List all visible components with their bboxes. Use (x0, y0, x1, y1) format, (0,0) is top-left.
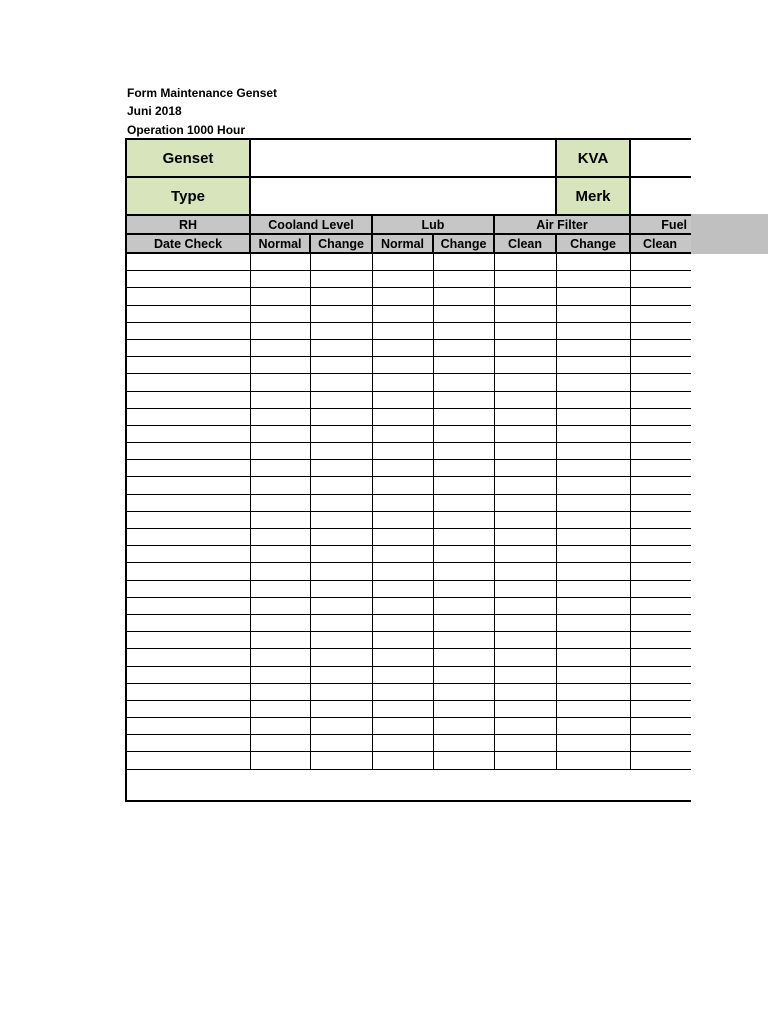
table-cell[interactable] (631, 597, 692, 614)
genset-value-cell[interactable] (249, 138, 557, 178)
table-cell[interactable] (557, 597, 631, 614)
table-cell[interactable] (495, 271, 557, 288)
table-cell[interactable] (311, 683, 373, 700)
table-cell[interactable] (126, 580, 251, 597)
table-cell[interactable] (434, 649, 495, 666)
table-cell[interactable] (557, 683, 631, 700)
table-cell[interactable] (495, 374, 557, 391)
table-cell[interactable] (311, 460, 373, 477)
table-cell[interactable] (311, 254, 373, 271)
header-lub-normal: Normal (371, 233, 434, 254)
table-cell[interactable] (373, 683, 434, 700)
table-cell[interactable] (631, 511, 692, 528)
table-cell[interactable] (126, 546, 251, 563)
table-cell[interactable] (251, 460, 311, 477)
table-cell[interactable] (557, 305, 631, 322)
table-cell[interactable] (251, 408, 311, 425)
table-cell[interactable] (311, 752, 373, 769)
table-cell[interactable] (495, 443, 557, 460)
table-cell[interactable] (373, 752, 434, 769)
table-cell[interactable] (373, 391, 434, 408)
table-cell[interactable] (631, 546, 692, 563)
header-cooland-change: Change (309, 233, 373, 254)
table-cell[interactable] (373, 666, 434, 683)
table-cell[interactable] (631, 529, 692, 546)
table-row (126, 254, 692, 271)
table-cell[interactable] (434, 374, 495, 391)
table-cell[interactable] (631, 752, 692, 769)
table-cell[interactable] (434, 614, 495, 631)
table-row (126, 683, 692, 700)
table-cell[interactable] (434, 718, 495, 735)
table-cell[interactable] (251, 683, 311, 700)
table-row (126, 735, 692, 752)
table-cell[interactable] (434, 700, 495, 717)
table-cell[interactable] (126, 752, 251, 769)
table-cell[interactable] (557, 614, 631, 631)
table-cell[interactable] (251, 700, 311, 717)
table-row (126, 666, 692, 683)
table-row (126, 339, 692, 356)
table-cell[interactable] (373, 494, 434, 511)
table-cell[interactable] (373, 322, 434, 339)
table-cell[interactable] (251, 546, 311, 563)
table-cell[interactable] (311, 271, 373, 288)
table-cell[interactable] (434, 546, 495, 563)
table-cell[interactable] (434, 511, 495, 528)
table-cell[interactable] (373, 357, 434, 374)
table-cell[interactable] (311, 288, 373, 305)
table-cell[interactable] (557, 391, 631, 408)
table-row (126, 700, 692, 717)
table-row (126, 614, 692, 631)
table-cell[interactable] (311, 477, 373, 494)
table-cell[interactable] (631, 718, 692, 735)
table-cell[interactable] (557, 408, 631, 425)
table-cell[interactable] (434, 632, 495, 649)
table-row (126, 288, 692, 305)
table-cell[interactable] (495, 477, 557, 494)
table-cell[interactable] (251, 288, 311, 305)
table-cell[interactable] (434, 391, 495, 408)
table-cell[interactable] (557, 649, 631, 666)
table-cell[interactable] (631, 254, 692, 271)
table-cell[interactable] (373, 700, 434, 717)
table-cell[interactable] (311, 546, 373, 563)
table-cell[interactable] (495, 614, 557, 631)
table-cell[interactable] (495, 700, 557, 717)
table-row (126, 271, 692, 288)
table-cell[interactable] (557, 443, 631, 460)
table-row (126, 632, 692, 649)
table-cell[interactable] (557, 735, 631, 752)
table-cell[interactable] (631, 425, 692, 442)
column-header-overflow (691, 214, 768, 254)
table-cell[interactable] (373, 718, 434, 735)
table-cell[interactable] (495, 735, 557, 752)
table-cell[interactable] (434, 305, 495, 322)
table-cell[interactable] (434, 477, 495, 494)
table-cell[interactable] (557, 752, 631, 769)
table-cell[interactable] (311, 580, 373, 597)
table-cell[interactable] (126, 666, 251, 683)
table-cell[interactable] (126, 718, 251, 735)
table-cell[interactable] (495, 529, 557, 546)
table-cell[interactable] (557, 271, 631, 288)
table-cell[interactable] (251, 649, 311, 666)
table-cell[interactable] (373, 563, 434, 580)
table-cell[interactable] (126, 288, 251, 305)
table-cell[interactable] (251, 718, 311, 735)
header-lub: Lub (371, 214, 495, 235)
header-cooland-level: Cooland Level (249, 214, 373, 235)
table-cell[interactable] (373, 649, 434, 666)
table-cell[interactable] (311, 425, 373, 442)
table-row (126, 563, 692, 580)
table-cell[interactable] (311, 563, 373, 580)
table-cell[interactable] (373, 425, 434, 442)
table-cell[interactable] (495, 563, 557, 580)
table-row (126, 425, 692, 442)
maintenance-sheet (125, 138, 691, 803)
table-cell[interactable] (495, 683, 557, 700)
table-cell[interactable] (495, 460, 557, 477)
table-cell[interactable] (631, 477, 692, 494)
table-cell[interactable] (126, 339, 251, 356)
table-cell[interactable] (434, 254, 495, 271)
table-cell[interactable] (495, 339, 557, 356)
table-cell[interactable] (126, 271, 251, 288)
table-cell[interactable] (373, 374, 434, 391)
table-cell[interactable] (311, 305, 373, 322)
table-row (126, 546, 692, 563)
table-cell[interactable] (373, 477, 434, 494)
table-cell[interactable] (251, 529, 311, 546)
table-cell[interactable] (631, 632, 692, 649)
table-cell[interactable] (495, 718, 557, 735)
table-cell[interactable] (631, 460, 692, 477)
table-cell[interactable] (311, 529, 373, 546)
table-row (126, 443, 692, 460)
merk-label: Merk (555, 176, 631, 216)
table-cell[interactable] (126, 460, 251, 477)
header-air-filter-clean: Clean (493, 233, 557, 254)
table-cell[interactable] (557, 425, 631, 442)
table-cell[interactable] (434, 529, 495, 546)
table-cell[interactable] (434, 357, 495, 374)
table-cell[interactable] (434, 460, 495, 477)
form-date: Juni 2018 (127, 104, 182, 118)
table-cell[interactable] (251, 494, 311, 511)
table-cell[interactable] (631, 700, 692, 717)
table-cell[interactable] (495, 425, 557, 442)
header-cooland-normal: Normal (249, 233, 311, 254)
table-cell[interactable] (631, 735, 692, 752)
table-cell[interactable] (126, 735, 251, 752)
table-cell[interactable] (557, 339, 631, 356)
table-row (126, 511, 692, 528)
table-cell[interactable] (557, 563, 631, 580)
table-cell[interactable] (557, 511, 631, 528)
table-cell[interactable] (126, 494, 251, 511)
table-cell[interactable] (126, 683, 251, 700)
table-cell[interactable] (251, 511, 311, 528)
table-cell[interactable] (434, 271, 495, 288)
table-cell[interactable] (373, 597, 434, 614)
table-row (126, 580, 692, 597)
table-cell[interactable] (126, 322, 251, 339)
table-cell[interactable] (557, 374, 631, 391)
genset-label: Genset (125, 138, 251, 178)
table-row (126, 494, 692, 511)
table-cell[interactable] (311, 614, 373, 631)
table-cell[interactable] (434, 425, 495, 442)
table-cell[interactable] (373, 254, 434, 271)
table-cell[interactable] (631, 649, 692, 666)
table-cell[interactable] (631, 580, 692, 597)
table-cell[interactable] (495, 752, 557, 769)
table-cell[interactable] (434, 322, 495, 339)
table-cell[interactable] (311, 632, 373, 649)
table-cell[interactable] (126, 649, 251, 666)
table-cell[interactable] (631, 288, 692, 305)
table-cell[interactable] (251, 752, 311, 769)
table-cell[interactable] (311, 735, 373, 752)
table-cell[interactable] (631, 443, 692, 460)
table-row (126, 305, 692, 322)
table-cell[interactable] (311, 666, 373, 683)
table-cell[interactable] (373, 529, 434, 546)
table-cell[interactable] (434, 580, 495, 597)
table-cell[interactable] (495, 357, 557, 374)
table-row (126, 322, 692, 339)
header-rh: RH (125, 214, 251, 235)
table-cell[interactable] (495, 254, 557, 271)
table-cell[interactable] (557, 494, 631, 511)
table-cell[interactable] (495, 649, 557, 666)
header-fuel-clean: Clean (629, 233, 691, 254)
table-cell[interactable] (631, 408, 692, 425)
table-cell[interactable] (631, 322, 692, 339)
table-cell[interactable] (251, 425, 311, 442)
table-cell[interactable] (311, 357, 373, 374)
table-cell[interactable] (631, 339, 692, 356)
table-row (126, 649, 692, 666)
table-cell[interactable] (251, 271, 311, 288)
table-cell[interactable] (434, 666, 495, 683)
table-row (126, 408, 692, 425)
header-air-filter: Air Filter (493, 214, 631, 235)
table-cell[interactable] (251, 563, 311, 580)
type-label: Type (125, 176, 251, 216)
table-cell[interactable] (251, 443, 311, 460)
table-row (126, 357, 692, 374)
table-cell[interactable] (631, 614, 692, 631)
table-cell[interactable] (495, 597, 557, 614)
table-cell[interactable] (557, 357, 631, 374)
table-cell[interactable] (251, 580, 311, 597)
table-cell[interactable] (126, 563, 251, 580)
table-cell[interactable] (434, 288, 495, 305)
table-cell[interactable] (373, 511, 434, 528)
table-cell[interactable] (557, 718, 631, 735)
table-cell[interactable] (373, 735, 434, 752)
table-cell[interactable] (373, 546, 434, 563)
table-cell[interactable] (251, 322, 311, 339)
table-cell[interactable] (557, 632, 631, 649)
table-cell[interactable] (251, 374, 311, 391)
table-cell[interactable] (251, 357, 311, 374)
table-cell[interactable] (373, 614, 434, 631)
table-cell[interactable] (557, 460, 631, 477)
table-cell[interactable] (251, 305, 311, 322)
table-cell[interactable] (557, 529, 631, 546)
header-air-filter-change: Change (555, 233, 631, 254)
table-cell[interactable] (311, 374, 373, 391)
table-cell[interactable] (434, 683, 495, 700)
table-cell[interactable] (557, 254, 631, 271)
table-cell[interactable] (251, 391, 311, 408)
maintenance-log-grid (125, 253, 691, 770)
table-cell[interactable] (557, 288, 631, 305)
table-row (126, 752, 692, 769)
table-cell[interactable] (126, 305, 251, 322)
table-cell[interactable] (311, 322, 373, 339)
merk-value-cell[interactable] (629, 176, 691, 216)
table-cell[interactable] (311, 511, 373, 528)
table-cell[interactable] (126, 511, 251, 528)
table-cell[interactable] (373, 339, 434, 356)
table-cell[interactable] (251, 477, 311, 494)
table-cell[interactable] (126, 391, 251, 408)
table-cell[interactable] (495, 666, 557, 683)
table-cell[interactable] (126, 614, 251, 631)
table-cell[interactable] (631, 666, 692, 683)
table-cell[interactable] (495, 305, 557, 322)
table-cell[interactable] (251, 254, 311, 271)
table-cell[interactable] (631, 305, 692, 322)
table-cell[interactable] (631, 683, 692, 700)
table-cell[interactable] (495, 494, 557, 511)
table-cell[interactable] (126, 374, 251, 391)
kva-value-cell[interactable] (629, 138, 691, 178)
header-fuel: Fuel (629, 214, 691, 235)
table-cell[interactable] (631, 271, 692, 288)
type-value-cell[interactable] (249, 176, 557, 216)
table-cell[interactable] (373, 271, 434, 288)
table-cell[interactable] (251, 339, 311, 356)
table-cell[interactable] (311, 649, 373, 666)
table-cell[interactable] (373, 408, 434, 425)
table-row (126, 477, 692, 494)
table-cell[interactable] (434, 443, 495, 460)
table-cell[interactable] (373, 632, 434, 649)
table-cell[interactable] (631, 494, 692, 511)
table-cell[interactable] (311, 597, 373, 614)
table-cell[interactable] (311, 700, 373, 717)
table-cell[interactable] (557, 477, 631, 494)
table-cell[interactable] (495, 408, 557, 425)
table-cell[interactable] (557, 666, 631, 683)
table-row (126, 718, 692, 735)
table-cell[interactable] (126, 408, 251, 425)
table-cell[interactable] (434, 408, 495, 425)
table-row (126, 597, 692, 614)
table-cell[interactable] (311, 339, 373, 356)
table-cell[interactable] (373, 580, 434, 597)
table-row (126, 374, 692, 391)
table-cell[interactable] (495, 546, 557, 563)
table-cell[interactable] (495, 322, 557, 339)
table-cell[interactable] (434, 597, 495, 614)
table-cell[interactable] (311, 494, 373, 511)
table-cell[interactable] (373, 305, 434, 322)
table-cell[interactable] (631, 391, 692, 408)
header-date-check: Date Check (125, 233, 251, 254)
table-cell[interactable] (373, 443, 434, 460)
table-cell[interactable] (126, 357, 251, 374)
table-cell[interactable] (434, 752, 495, 769)
table-row (126, 529, 692, 546)
table-cell[interactable] (631, 374, 692, 391)
table-cell[interactable] (126, 632, 251, 649)
table-cell[interactable] (557, 700, 631, 717)
table-row (126, 460, 692, 477)
table-cell[interactable] (311, 391, 373, 408)
table-cell[interactable] (495, 580, 557, 597)
table-cell[interactable] (126, 529, 251, 546)
table-cell[interactable] (434, 339, 495, 356)
table-cell[interactable] (126, 254, 251, 271)
table-cell[interactable] (631, 357, 692, 374)
table-cell[interactable] (126, 700, 251, 717)
table-cell[interactable] (434, 563, 495, 580)
table-cell[interactable] (311, 443, 373, 460)
table-cell[interactable] (434, 494, 495, 511)
form-operation: Operation 1000 Hour (127, 123, 246, 137)
table-cell[interactable] (495, 511, 557, 528)
table-cell[interactable] (251, 735, 311, 752)
table-cell[interactable] (557, 580, 631, 597)
table-cell[interactable] (631, 563, 692, 580)
table-cell[interactable] (251, 614, 311, 631)
table-cell[interactable] (557, 546, 631, 563)
table-cell[interactable] (251, 666, 311, 683)
table-cell[interactable] (251, 597, 311, 614)
form-title: Form Maintenance Genset (127, 86, 278, 100)
table-cell[interactable] (311, 408, 373, 425)
kva-label: KVA (555, 138, 631, 178)
table-cell[interactable] (434, 735, 495, 752)
table-cell[interactable] (495, 632, 557, 649)
table-cell[interactable] (126, 597, 251, 614)
table-cell[interactable] (373, 460, 434, 477)
table-row (126, 391, 692, 408)
table-cell[interactable] (495, 391, 557, 408)
table-cell[interactable] (251, 632, 311, 649)
table-cell[interactable] (126, 425, 251, 442)
table-cell[interactable] (373, 288, 434, 305)
table-cell[interactable] (126, 443, 251, 460)
table-cell[interactable] (557, 322, 631, 339)
table-cell[interactable] (495, 288, 557, 305)
table-cell[interactable] (126, 477, 251, 494)
header-lub-change: Change (432, 233, 495, 254)
table-cell[interactable] (311, 718, 373, 735)
